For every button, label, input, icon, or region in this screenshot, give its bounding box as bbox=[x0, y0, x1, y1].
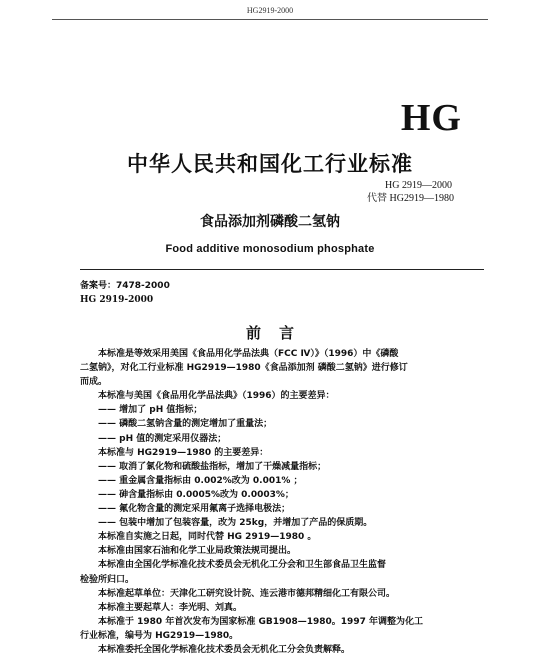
foreword-heading: 前言 bbox=[245, 324, 312, 342]
body-rule bbox=[80, 269, 484, 270]
standard-numbers bbox=[367, 179, 454, 205]
foreword-line: 行业标准，编号为 HG2919—1980。 bbox=[80, 630, 239, 641]
foreword-body bbox=[80, 347, 480, 657]
foreword-line: 本标准是等效采用美国《食品用化学品法典（FCC Ⅳ）》（1996）中《磷酸 bbox=[98, 349, 399, 359]
foreword-line: 本标准由全国化学标准化技术委员会无机化工分会和卫生部食品卫生监督 bbox=[98, 560, 387, 571]
standard-number: HG 2919—2000 bbox=[385, 180, 452, 191]
standard-name-chinese: 食品添加剂磷酸二氢钠 bbox=[200, 214, 340, 230]
header-rule bbox=[52, 19, 488, 20]
foreword-line: —— 增加了 pH 值指标； bbox=[98, 405, 203, 416]
standard-name-english: Food additive monosodium phosphate bbox=[165, 243, 375, 255]
foreword-line: 二氢钠》，对化工行业标准 HG2919—1980《食品添加剂 磷酸二氢钠》进行修订 bbox=[80, 363, 408, 374]
foreword-line: —— 砷含量指标由 0.0005%改为 0.0003%； bbox=[98, 489, 294, 500]
filing-block bbox=[80, 279, 170, 307]
foreword-line: 本标准与美国《食品用化学品法典》（1996）的主要差异： bbox=[98, 391, 335, 402]
foreword-line: 本标准自实施之日起，同时代替 HG 2919—1980 。 bbox=[98, 532, 317, 543]
foreword-line: —— 氟化物含量的测定采用氟离子选择电极法； bbox=[98, 504, 291, 515]
foreword-line: —— 重金属含量指标由 0.002%改为 0.001% ； bbox=[98, 475, 303, 486]
foreword-line: 本标准由国家石油和化学工业局政策法规司提出。 bbox=[98, 546, 297, 557]
foreword-line: 本标准与 HG2919—1980 的主要差异： bbox=[98, 447, 269, 458]
foreword-line: 本标准主要起草人：李光明、刘真。 bbox=[98, 602, 243, 613]
foreword-line: —— pH 值的测定采用仪器法； bbox=[98, 433, 227, 444]
standard-code: HG bbox=[400, 97, 462, 139]
foreword-line: —— 包装中增加了包装容量，改为 25kg，并增加了产品的保质期。 bbox=[98, 518, 373, 529]
foreword-line: 本标准于 1980 年首次发布为国家标准 GB1908—1980。1997 年调整为化工 bbox=[98, 616, 423, 627]
foreword-line: —— 磷酸二氢钠含量的测定增加了重量法； bbox=[98, 419, 273, 430]
foreword-line: 本标准委托全国化学标准化技术委员会无机化工分会负责解释。 bbox=[98, 644, 351, 655]
running-head: HG2919-2000 bbox=[246, 6, 294, 15]
foreword-line: —— 取消了氯化物和硫酸盐指标，增加了干燥减量指标； bbox=[98, 461, 327, 472]
filing-number: 备案号：7478-2000 bbox=[80, 281, 170, 291]
foreword-line: 而成。 bbox=[80, 377, 108, 388]
standard-title: 中华人民共和国化工行业标准 bbox=[127, 152, 413, 176]
foreword-line: 本标准起草单位：天津化工研究设计院、连云港市德邦精细化工有限公司。 bbox=[98, 588, 396, 599]
standard-number-secondary: HG 2919-2000 bbox=[80, 295, 154, 305]
replaces-number: 代替 HG2919—1980 bbox=[367, 193, 454, 204]
foreword-line: 检验所归口。 bbox=[80, 574, 135, 585]
